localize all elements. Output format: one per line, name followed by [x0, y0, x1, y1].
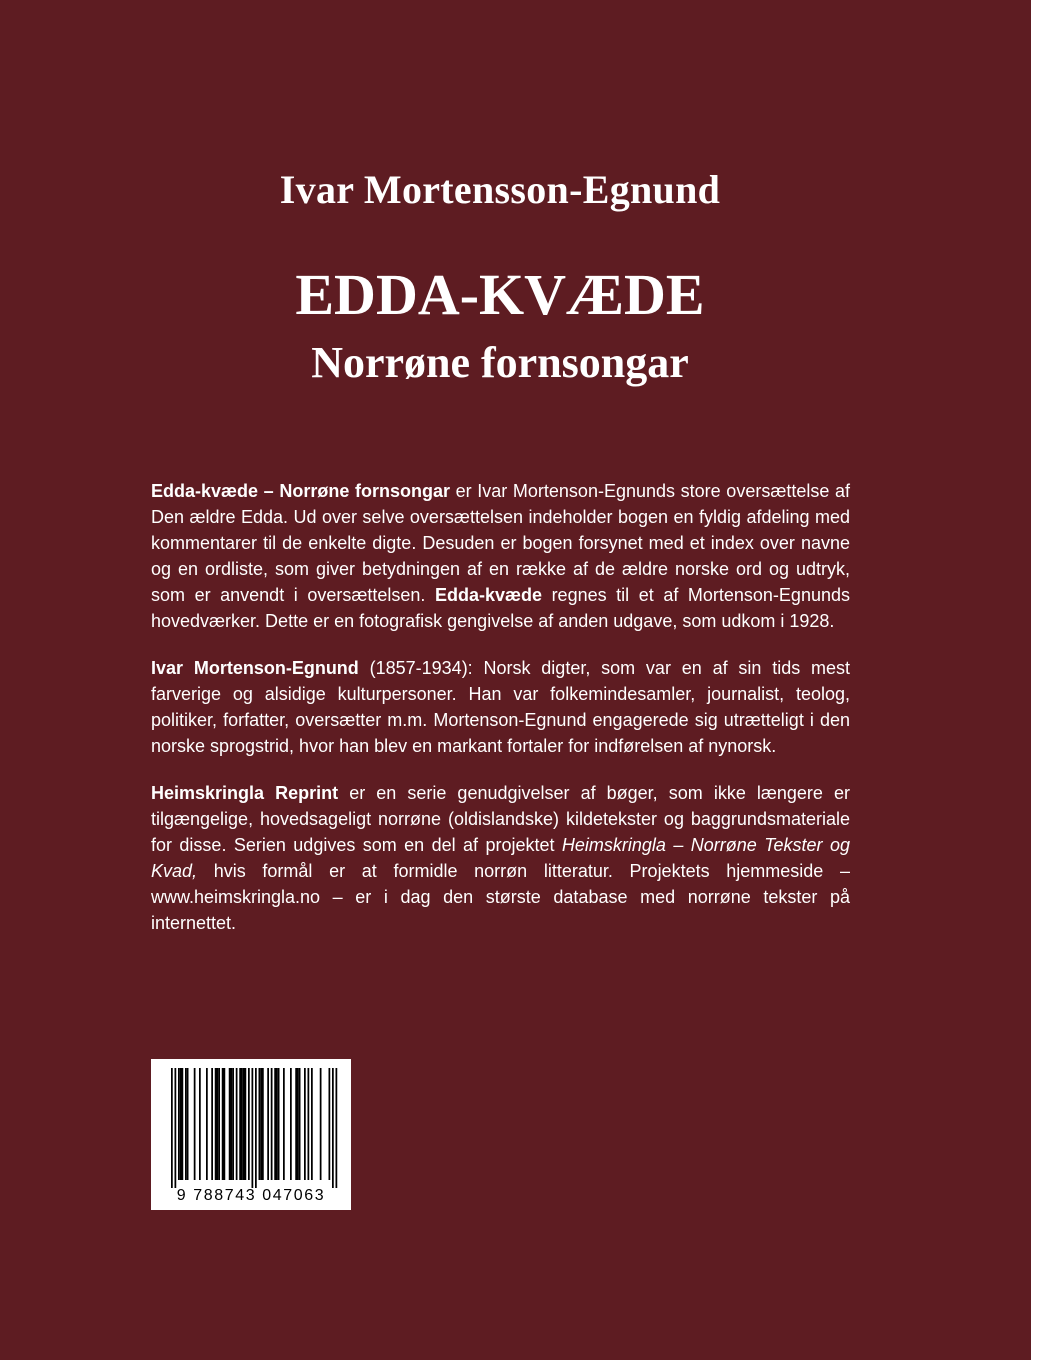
paragraph-text: er en serie genudgivelser af bøger, som ikke længere er tilgængelige, hovedsageligt norrøne (oldislandske) kildetekster og baggrundsmateriale for disse. Serien udgives som en del af projektet	[151, 783, 851, 855]
barcode-bar	[260, 1068, 262, 1180]
barcode-bar	[271, 1068, 273, 1180]
barcode-bar	[304, 1068, 306, 1180]
barcode-bar	[180, 1068, 182, 1180]
isbn-barcode	[151, 1059, 351, 1210]
barcode-bar	[222, 1068, 224, 1180]
barcode-bar	[332, 1068, 334, 1188]
blurb-paragraph-book	[151, 478, 850, 634]
barcode-bar	[241, 1068, 243, 1180]
barcode-bar	[311, 1068, 313, 1180]
barcode-bar	[185, 1068, 187, 1180]
barcode-bar	[215, 1068, 217, 1180]
bold-series-name: Heimskringla Reprint	[151, 783, 339, 803]
barcode-bar	[236, 1068, 238, 1180]
italic-project-name: Heimskringla – Norrøne Tekster og Kvad,	[151, 835, 850, 881]
barcode-bar	[255, 1068, 257, 1188]
barcode-bar	[245, 1068, 247, 1180]
barcode-bar	[194, 1068, 196, 1180]
barcode-bar	[290, 1068, 292, 1180]
barcode-bar	[259, 1068, 261, 1180]
paragraph-text: regnes til et af Mortenson-Egnunds hovedværker. Dette er en fotografisk gengivelse af anden udgave, som udkom i 1928.	[151, 585, 850, 631]
paragraph-text: (1857-1934): Norsk digter, som var en af sin tids mest farverige og alsidige kulturpersoner. Han var folkemindesamler, journalist, teolog, politiker, forfatter, oversætter m.m. Mortenson-Egnund engagerede sig utrætteligt i den norske sprogstrid, hvor han blev en markant fortaler for indførelsen af nynorsk.	[151, 658, 851, 756]
barcode-bar	[274, 1068, 276, 1180]
barcode-bar	[278, 1068, 280, 1180]
barcode-bar	[224, 1068, 226, 1180]
barcode-bar	[267, 1068, 269, 1180]
barcode-bar	[276, 1068, 278, 1180]
barcode-bar	[297, 1068, 299, 1180]
blurb-paragraph-series	[151, 780, 850, 936]
barcode-bar	[232, 1068, 234, 1180]
paragraph-text: er Ivar Mortenson-Egnunds store oversættelse af Den ældre Edda. Ud over selve oversættelsen indeholder bogen en fyldig afdeling med kommentarer til de enkelte digte. Desuden er bogen forsynet med et index over navne og en ordliste, som giver betydningen af en række af de ældre norske ord og udtryk, som er anvendt i oversættelsen.	[151, 481, 851, 605]
barcode-bar	[295, 1068, 297, 1180]
barcode-bar	[175, 1068, 177, 1188]
barcode-bar	[231, 1068, 233, 1180]
barcode-bar	[218, 1068, 220, 1180]
blurb-text	[151, 478, 850, 957]
bold-book-title-inline: Edda-kvæde	[434, 585, 542, 605]
isbn-number: 9 788743 047063	[176, 1187, 326, 1204]
bold-author-name: Ivar Mortenson-Egnund	[151, 658, 359, 678]
blurb-paragraph-author	[151, 655, 850, 759]
barcode-bar	[262, 1068, 264, 1180]
author-name: Ivar Mortensson-Egnund	[279, 167, 721, 212]
book-title: EDDA-KVÆDE	[295, 262, 705, 327]
barcode-bar	[336, 1068, 338, 1188]
book-subtitle: Norrøne fornsongar	[311, 338, 689, 387]
barcode-bar	[243, 1068, 245, 1180]
barcode-bar	[308, 1068, 310, 1180]
barcode-bar	[283, 1068, 285, 1180]
barcode-bar	[178, 1068, 180, 1180]
barcode-bar	[206, 1068, 208, 1180]
barcode-bar	[320, 1068, 322, 1180]
paragraph-text: hvis formål er at formidle norrøn litteratur. Projektets hjemmeside – www.heimskringla.no – er i dag den største database med norrøne tekster på internettet.	[151, 861, 850, 933]
barcode-bar	[199, 1068, 201, 1180]
barcode-bar	[211, 1068, 213, 1180]
barcode-bar	[299, 1068, 301, 1180]
barcode-bar	[217, 1068, 219, 1180]
barcode-bar	[187, 1068, 189, 1180]
bold-book-title: Edda-kvæde – Norrøne fornsongar	[151, 481, 450, 501]
barcode-bar	[229, 1068, 231, 1180]
barcode-bar	[171, 1068, 173, 1188]
barcode-bar	[329, 1068, 331, 1180]
barcode-bar	[248, 1068, 250, 1180]
barcode-bar	[239, 1068, 241, 1180]
barcode-bar	[182, 1068, 184, 1180]
barcode-bar	[252, 1068, 254, 1188]
